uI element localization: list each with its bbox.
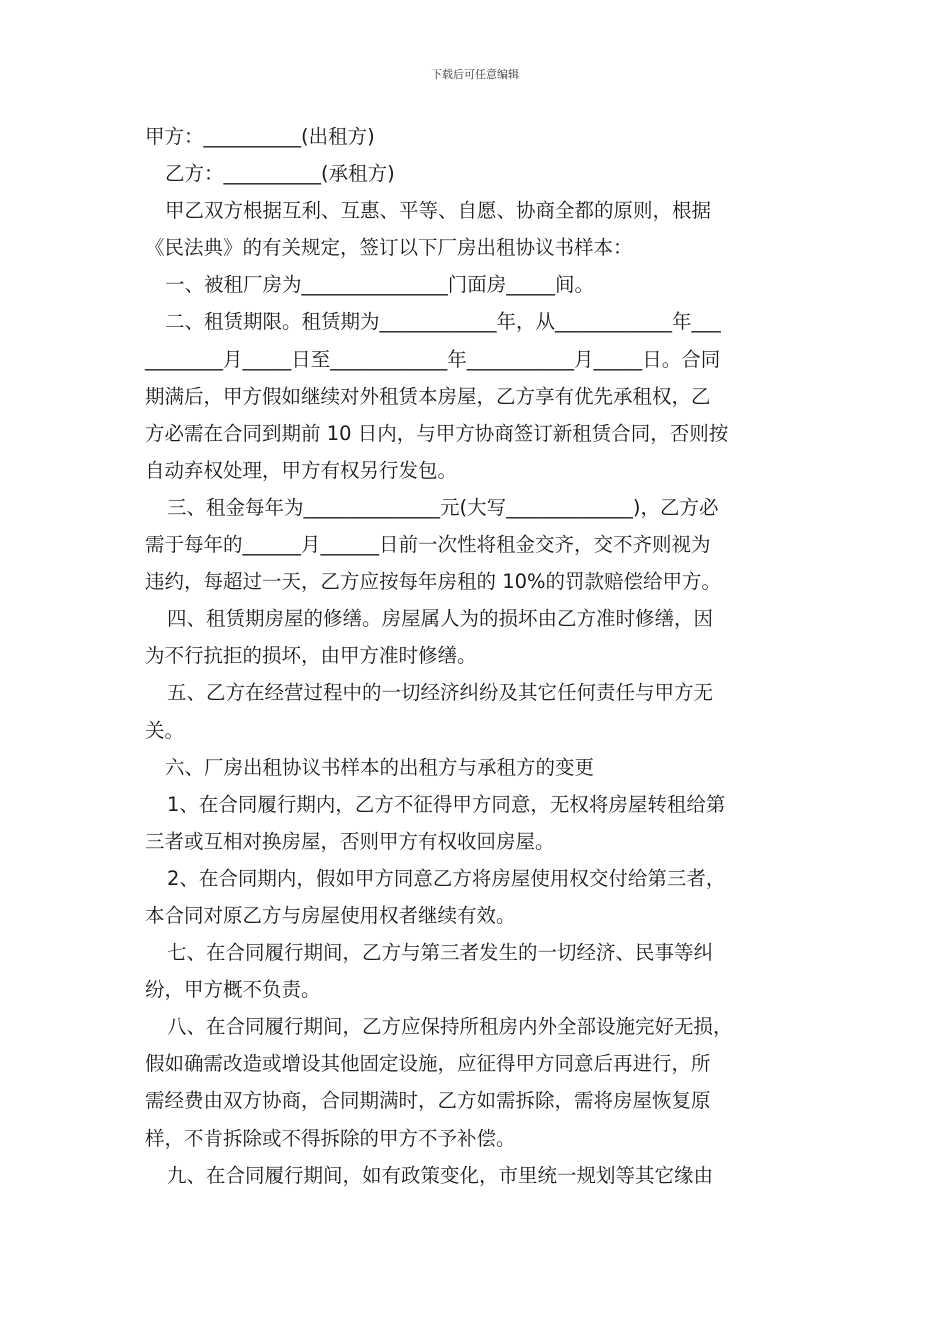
page-header: 下载后可任意编辑 <box>431 68 519 81</box>
paragraph-line: 期满后，甲方假如继续对外租赁本房屋，乙方享有优先承租权，乙 <box>145 384 711 408</box>
paragraph-line: 需经费由双方协商，合同期满时，乙方如需拆除，需将房屋恢复原 <box>145 1089 711 1113</box>
paragraph-line: 九、在合同履行期间，如有政策变化，市里统一规划等其它缘由 <box>167 1163 714 1187</box>
paragraph-line: 甲方：__________(出租方) <box>145 125 375 148</box>
paragraph-line: 二、租赁期限。租赁期为____________年，从____________年___ <box>165 310 721 334</box>
paragraph-line: 1、在合同履行期内，乙方不征得甲方同意，无权将房屋转租给第 <box>167 792 726 816</box>
paragraph-line: 违约，每超过一天，乙方应按每年房租的 10%的罚款赔偿给甲方。 <box>145 570 722 594</box>
paragraph-line: ________月_____日至____________年___________月_____日。合同 <box>145 347 721 371</box>
paragraph-line: 七、在合同履行期间，乙方与第三者发生的一切经济、民事等纠 <box>167 941 714 965</box>
paragraph-line: 2、在合同期内，假如甲方同意乙方将房屋使用权交付给第三者， <box>167 866 726 890</box>
contract-body <box>145 118 807 1194</box>
paragraph-line: 甲乙双方根据互利、互惠、平等、自愿、协商全都的原则，根据 <box>165 199 712 223</box>
paragraph-line: 样，不肯拆除或不得拆除的甲方不予补偿。 <box>145 1126 516 1150</box>
paragraph-line: 四、租赁期房屋的修缮。房屋属人为的损坏由乙方准时修缮，因 <box>167 607 714 631</box>
paragraph-line: 五、乙方在经营过程中的一切经济纠纷及其它任何责任与甲方无 <box>167 681 714 705</box>
paragraph-line: 六、厂房出租协议书样本的出租方与承租方的变更 <box>165 755 595 779</box>
paragraph-line: 关。 <box>145 718 185 742</box>
paragraph-line: 乙方：__________(承租方) <box>165 162 395 186</box>
paragraph-line: 假如确需改造或增设其他固定设施，应征得甲方同意后再进行，所 <box>145 1052 711 1076</box>
paragraph-line: 《民法典》的有关规定，签订以下厂房出租协议书样本： <box>145 236 633 260</box>
paragraph-line: 三者或互相对换房屋，否则甲方有权收回房屋。 <box>145 829 555 853</box>
paragraph-line: 本合同对原乙方与房屋使用权者继续有效。 <box>145 903 516 927</box>
paragraph-line: 方必需在合同到期前 10 日内，与甲方协商签订新租赁合同，否则按 <box>145 421 729 445</box>
paragraph-line: 纷，甲方概不负责。 <box>145 978 321 1002</box>
paragraph-line: 八、在合同履行期间，乙方应保持所租房内外全部设施完好无损， <box>167 1015 733 1039</box>
paragraph-line: 需于每年的______月______日前一次性将租金交齐，交不齐则视为 <box>145 533 711 557</box>
paragraph-line: 为不行抗拒的损坏，由甲方准时修缮。 <box>145 644 477 668</box>
paragraph-line: 一、被租厂房为_______________门面房_____间。 <box>165 273 595 297</box>
paragraph-line: 自动弃权处理，甲方有权另行发包。 <box>145 458 458 482</box>
paragraph-line: 三、租金每年为______________元(大写_____________)，乙方必 <box>167 495 719 519</box>
